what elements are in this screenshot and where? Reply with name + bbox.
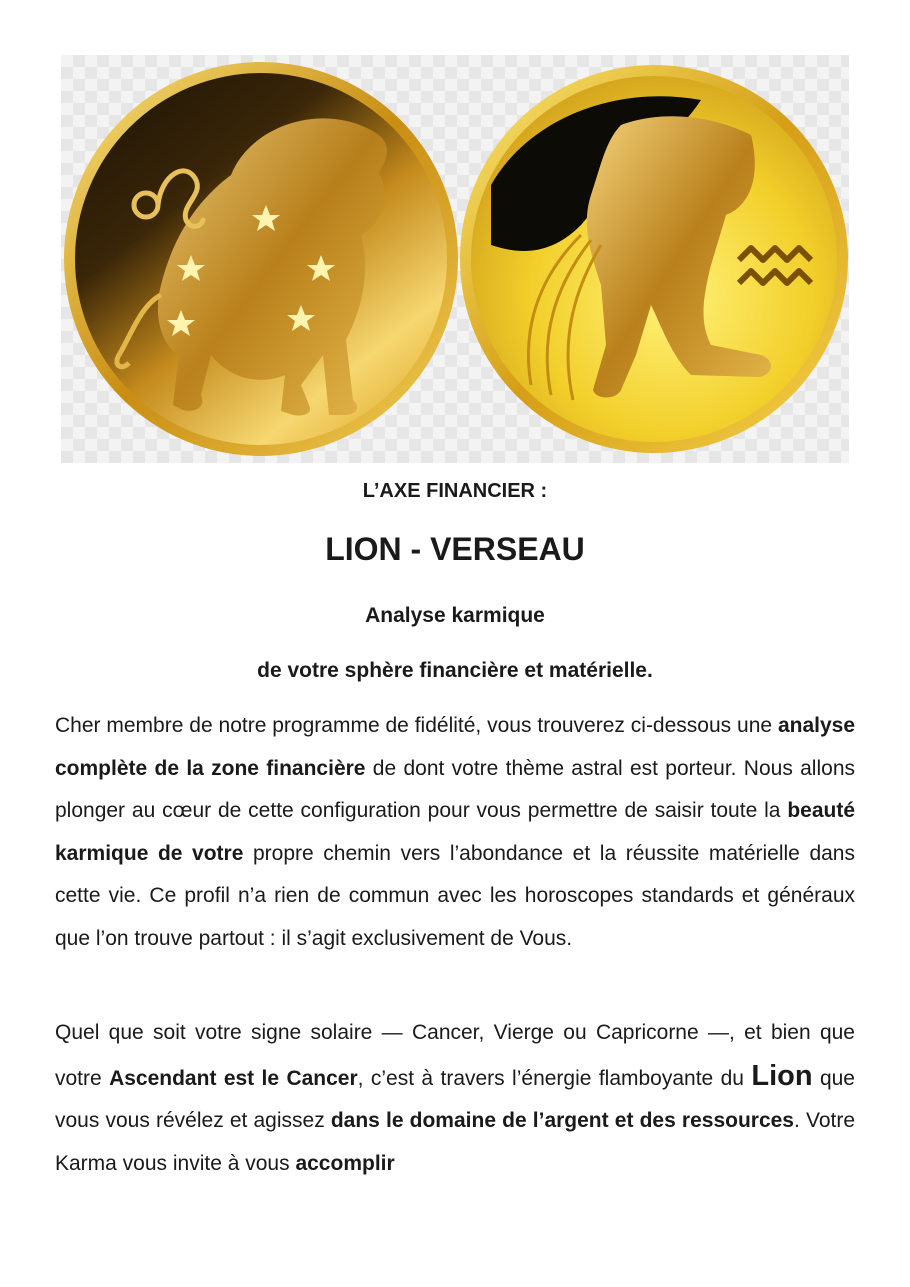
text-run: propre chemin vers l’abondance et la réussite matérielle dans cette vie. Ce profil n’a rien de commun avec les horoscopes standards et généraux que l’on trouve partout : il s’agit exclusivement de Vous.	[55, 841, 855, 950]
text-run: Cher membre de notre programme de fidélité, vous trouverez ci-dessous une	[55, 714, 778, 737]
text-run: , c’est à travers l’énergie flamboyante du	[357, 1066, 752, 1090]
bold-phrase: analyse complète de la zone financière	[55, 714, 855, 780]
subtitle-line-2: de votre sphère financière et matérielle.	[257, 659, 653, 682]
zodiac-coins-image	[61, 55, 849, 463]
bold-phrase: accomplir	[295, 1151, 395, 1175]
subtitle-line-1: Analyse karmique	[365, 604, 545, 627]
text-run: de dont votre thème astral est porteur. Nous allons plonger au cœur de cette configuration pour vous permettre de saisir toute la	[55, 756, 855, 823]
section-kicker: L’AXE FINANCIER :	[362, 480, 548, 502]
text-run: que vous vous révélez et agissez	[55, 1066, 855, 1133]
intro-paragraph	[55, 705, 855, 961]
aquarius-coin	[460, 65, 848, 453]
lion-emphasis: Lion	[751, 1059, 813, 1092]
text-run: Quel que soit votre signe solaire — Cancer, Vierge ou Capricorne —, et bien que votre	[55, 1021, 855, 1090]
page-title: LION - VERSEAU	[325, 531, 585, 567]
bold-phrase: dans le domaine de l’argent et des ressources	[330, 1109, 794, 1133]
bold-phrase: Ascendant est le Cancer	[109, 1066, 358, 1090]
bold-phrase: beauté karmique de votre	[55, 799, 855, 865]
second-paragraph	[55, 1012, 855, 1185]
coins-illustration	[61, 55, 849, 463]
text-run: . Votre Karma vous invite à vous	[55, 1109, 856, 1175]
leo-coin	[64, 62, 458, 456]
